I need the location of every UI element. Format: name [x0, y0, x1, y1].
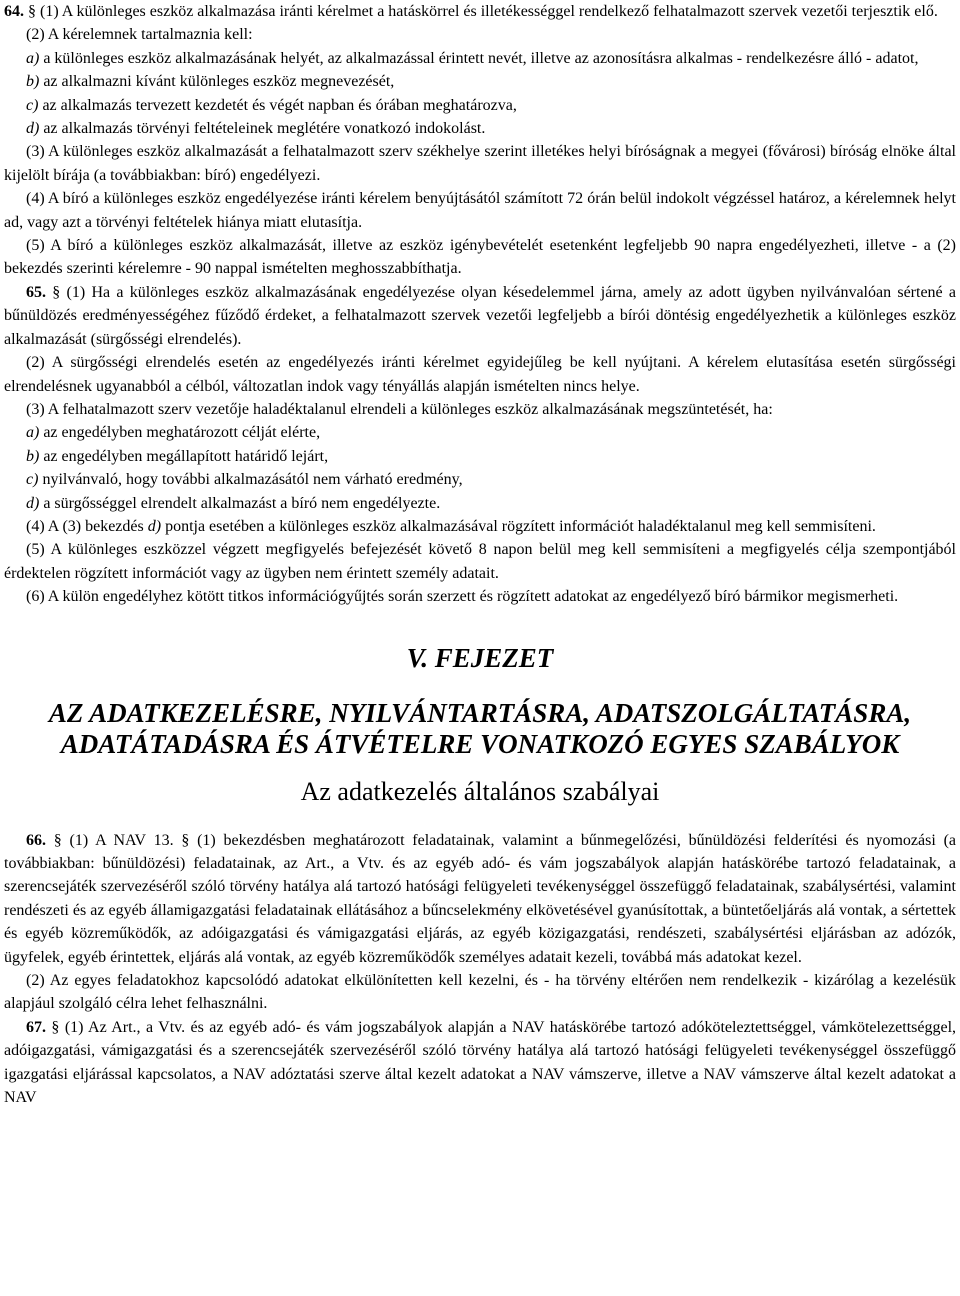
list-item-b: b) az alkalmazni kívánt különleges eszköz megnevezését, — [26, 73, 395, 91]
document-page — [4, 0, 956, 1109]
section-sign: § — [51, 1018, 60, 1036]
chapter-title: AZ ADATKEZELÉSRE, NYILVÁNTARTÁSRA, ADATSZOLGÁLTATÁSRA, ADATÁTADÁSRA ÉS ÁTVÉTELRE VONATKOZÓ EGYES SZABÁLYOK — [48, 697, 912, 759]
section-65-para-2: (2) A sürgősségi elrendelés esetén az engedélyezés iránti kérelmet egyidejűleg be kell nyújtani. A kérelem elutasítása esetén sürgősségi elrendelésnek ugyanabból a célból, változatlan indok vagy tényállás alapján ismételten nincs helye. — [4, 354, 956, 395]
list-item-d: d) az alkalmazás törvényi feltételeinek meglétére vonatkozó indokolást. — [26, 120, 486, 138]
section-number: 67. — [26, 1018, 46, 1036]
list-item-a: a) a különleges eszköz alkalmazásának helyét, az alkalmazással érintett nevét, illetve az azonosításra alkalmas - rendelkezésre álló - adatot, — [26, 49, 919, 67]
section-number: 66. — [26, 831, 46, 849]
section-64-para-3: (3) A különleges eszköz alkalmazását a felhatalmazott szerv székhelye szerint illetékes helyi bíróságnak a megyei (fővárosi) bíróság elnöke által kijelölt bírája (a továbbiakban: bíró) engedélyezi. — [4, 143, 956, 184]
section-sign: § — [53, 831, 62, 849]
list-item-c: c) az alkalmazás tervezett kezdetét és végét napban és órában meghatározva, — [26, 96, 517, 114]
list-item-b: b) az engedélyben megállapított határidő lejárt, — [26, 447, 329, 465]
list-item-a: a) az engedélyben meghatározott célját elérte, — [26, 424, 321, 442]
section-67-para-1: 67. § (1) Az Art., a Vtv. és az egyéb adó- és vám jogszabályok alapján a NAV hatáskörébe tartozó adóköteleztettséggel, vámkötelezettséggel, adóigazgatási, vámigazgatási és a szerencsejáték szervezéséről szóló törvény hatálya alá tartozó hatósági felügyeleti tevékenységgel összefüggő igazgatási eljárással kapcsolatos, a NAV adóztatási szerve által kezelt adatokat a NAV vámszerve, illetve a NAV vámszerve által kezelt adatokat a NAV — [4, 1018, 957, 1107]
section-64-para-5: (5) A bíró a különleges eszköz alkalmazását, illetve az eszköz igénybevételét esetenként legfeljebb 90 napra engedélyezheti, illetve - a (2) bekezdés szerinti kérelemre - 90 nappal ismételten meghosszabbíthatja. — [4, 237, 956, 278]
section-65-para-1: 65. § (1) Ha a különleges eszköz alkalmazásának engedélyezése olyan késedelemmel járna, amely az adott ügyben nyilvánvalóan sértené a bűnüldözés eredményességéhez fűződő érdeket, a felhatalmazott szervek vezetői legfeljebb a bírói döntésig engedélyezhetik a különleges eszköz alkalmazását (sürgősségi elrendelés). — [4, 283, 957, 348]
section-number: 64. — [4, 3, 24, 20]
list-item-c: c) nyilvánvaló, hogy további alkalmazásától nem várható eredmény, — [26, 471, 463, 489]
section-title: Az adatkezelés általános szabályai — [300, 776, 660, 806]
section-65-para-4: (4) A (3) bekezdés d) pontja esetében a különleges eszköz alkalmazásával rögzített információt haladéktalanul meg kell semmisíteni. — [26, 517, 876, 535]
section-64-para-2: (2) A kérelemnek tartalmaznia kell: — [26, 26, 253, 44]
section-sign: § — [28, 3, 36, 20]
section-65-para-5: (5) A különleges eszközzel végzett megfigyelés befejezését követő 8 napon belül meg kell semmisíteni a megfigyelés célja szempontjából érdektelen rögzített információt vagy az ügyben nem érintett személy adatait. — [4, 541, 956, 582]
list-item-d: d) a sürgősséggel elrendelt alkalmazást a bíró nem engedélyezte. — [26, 494, 441, 512]
section-66-para-1: 66. § (1) A NAV 13. § (1) bekezdésben meghatározott feladatainak, valamint a bűnmegelőzési, bűnüldözési felderítési és nyomozási (a továbbiakban: bűnüldözési) feladatainak, az Art., a Vtv. és az egyéb adó- és vám jogszabályok alapján hatáskörébe tartozó feladatainak, a szerencsejáték szervezéséről szóló törvény hatálya alá tartozó hatósági felügyeleti tevékenységgel összefüggő feladatainak, szabálysértési, valamint rendészeti és az egyéb államigazgatási feladatainak ellátásához a bűncselekmény elkövetésével gyanúsítottak, a büntetőeljárás alá vontak, a sértettek és egyéb közreműködők, az adóigazgatási és vámigazgatási eljárás, az egyéb közigazgatási, rendészeti, szabálysértési eljárásban az adózók, ügyfelek, egyéb érintettek, eljárás alá vontak, az egyéb közreműködők személyes adatait kezeli, továbbá más adatokat kezel. — [4, 831, 956, 966]
section-64-para-4: (4) A bíró a különleges eszköz engedélyezése iránti kérelem benyújtásától számított 72 órán belül indokolt végzéssel határoz, a kérelemnek helyt ad, vagy azt a törvényi feltételek hiánya miatt elutasítja. — [4, 190, 956, 231]
section-number: 65. — [26, 283, 46, 301]
section-65-para-6: (6) A külön engedélyhez kötött titkos információgyűjtés során szerzett és rögzített adatokat az engedélyező bíró bármikor megismerheti. — [26, 588, 899, 606]
section-66-para-2: (2) Az egyes feladatokhoz kapcsolódó adatokat elkülönítetten kell kezelni, és - ha törvény eltérően nem rendelkezik - kizárólag a kezelésük alapjául szolgáló célra lehet felhasználni. — [4, 972, 956, 1013]
section-sign: § — [52, 283, 61, 301]
section-65-para-3: (3) A felhatalmazott szerv vezetője haladéktalanul elrendeli a különleges eszköz alkalmazásának megszüntetését, ha: — [26, 400, 773, 418]
section-64-para-1: 64. § (1) A különleges eszköz alkalmazása iránti kérelmet a hatáskörrel és illetékességgel rendelkező felhatalmazott szervek vezetői terjesztik elő. — [4, 3, 938, 20]
chapter-number: V. FEJEZET — [406, 642, 554, 673]
